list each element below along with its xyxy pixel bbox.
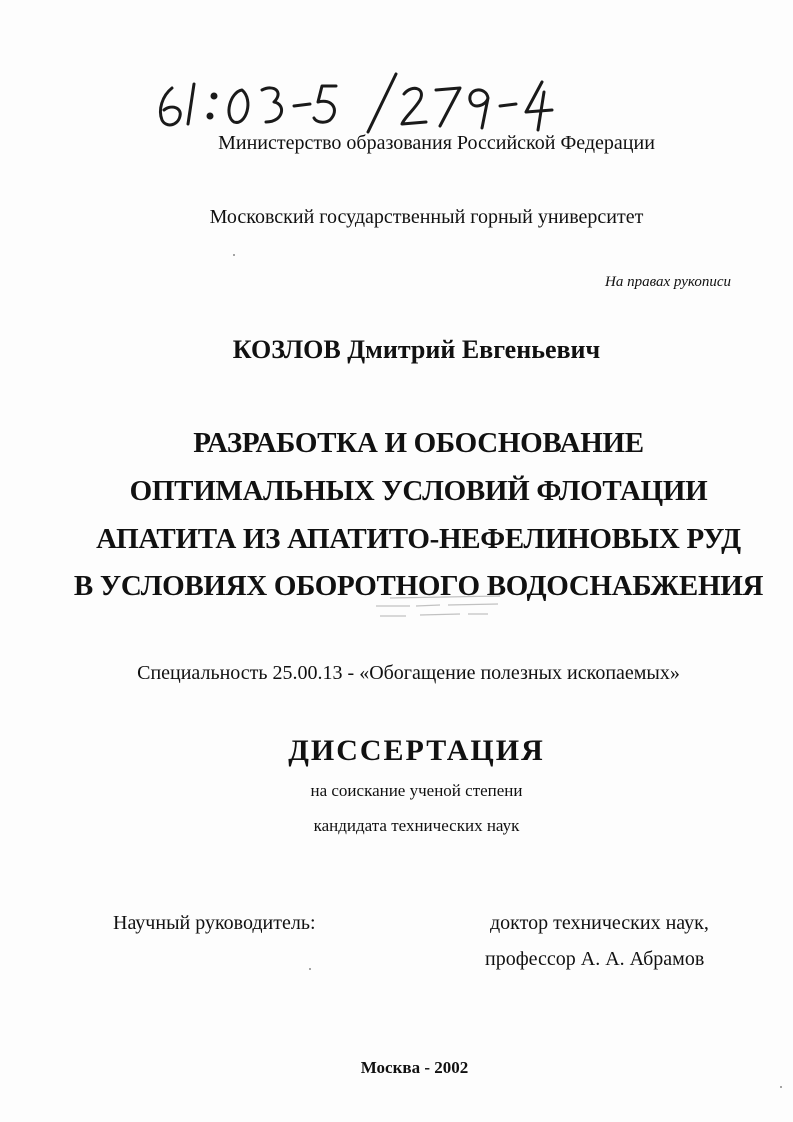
ministry-name: Министерство образования Российской Федерации (218, 132, 655, 154)
manuscript-rights-note: На правах рукописи (605, 274, 731, 290)
dissertation-title-line-1: РАЗРАБОТКА И ОБОСНОВАНИЕ (193, 427, 644, 459)
author-name: КОЗЛОВ Дмитрий Евгеньевич (232, 335, 601, 364)
city-and-year: Москва - 2002 (360, 1058, 469, 1077)
degree-line-2: кандидата технических наук (313, 816, 520, 835)
scan-speck (233, 254, 235, 256)
degree-line-1: на соискание ученой степени (310, 781, 523, 800)
handwritten-archive-code-drawing (150, 70, 570, 134)
handwritten-archive-code (150, 70, 570, 134)
scan-speck (780, 1086, 782, 1088)
document-type-heading: ДИССЕРТАЦИЯ (288, 734, 545, 767)
dissertation-title-line-4: В УСЛОВИЯХ ОБОРОТНОГО ВОДОСНАБЖЕНИЯ (73, 570, 764, 602)
scan-speck (309, 968, 311, 970)
university-name: Московский государственный горный университет (209, 206, 644, 228)
specialty-line: Специальность 25.00.13 - «Обогащение полезных ископаемых» (137, 662, 680, 684)
supervisor-label: Научный руководитель: (113, 912, 316, 934)
dissertation-title-line-3: АПАТИТА ИЗ АПАТИТО-НЕФЕЛИНОВЫХ РУД (96, 523, 741, 555)
supervisor-name: профессор А. А. Абрамов (485, 948, 705, 970)
faint-library-stamp (370, 592, 510, 628)
supervisor-degree: доктор технических наук, (490, 912, 709, 934)
dissertation-title-line-2: ОПТИМАЛЬНЫХ УСЛОВИЙ ФЛОТАЦИИ (129, 475, 708, 507)
